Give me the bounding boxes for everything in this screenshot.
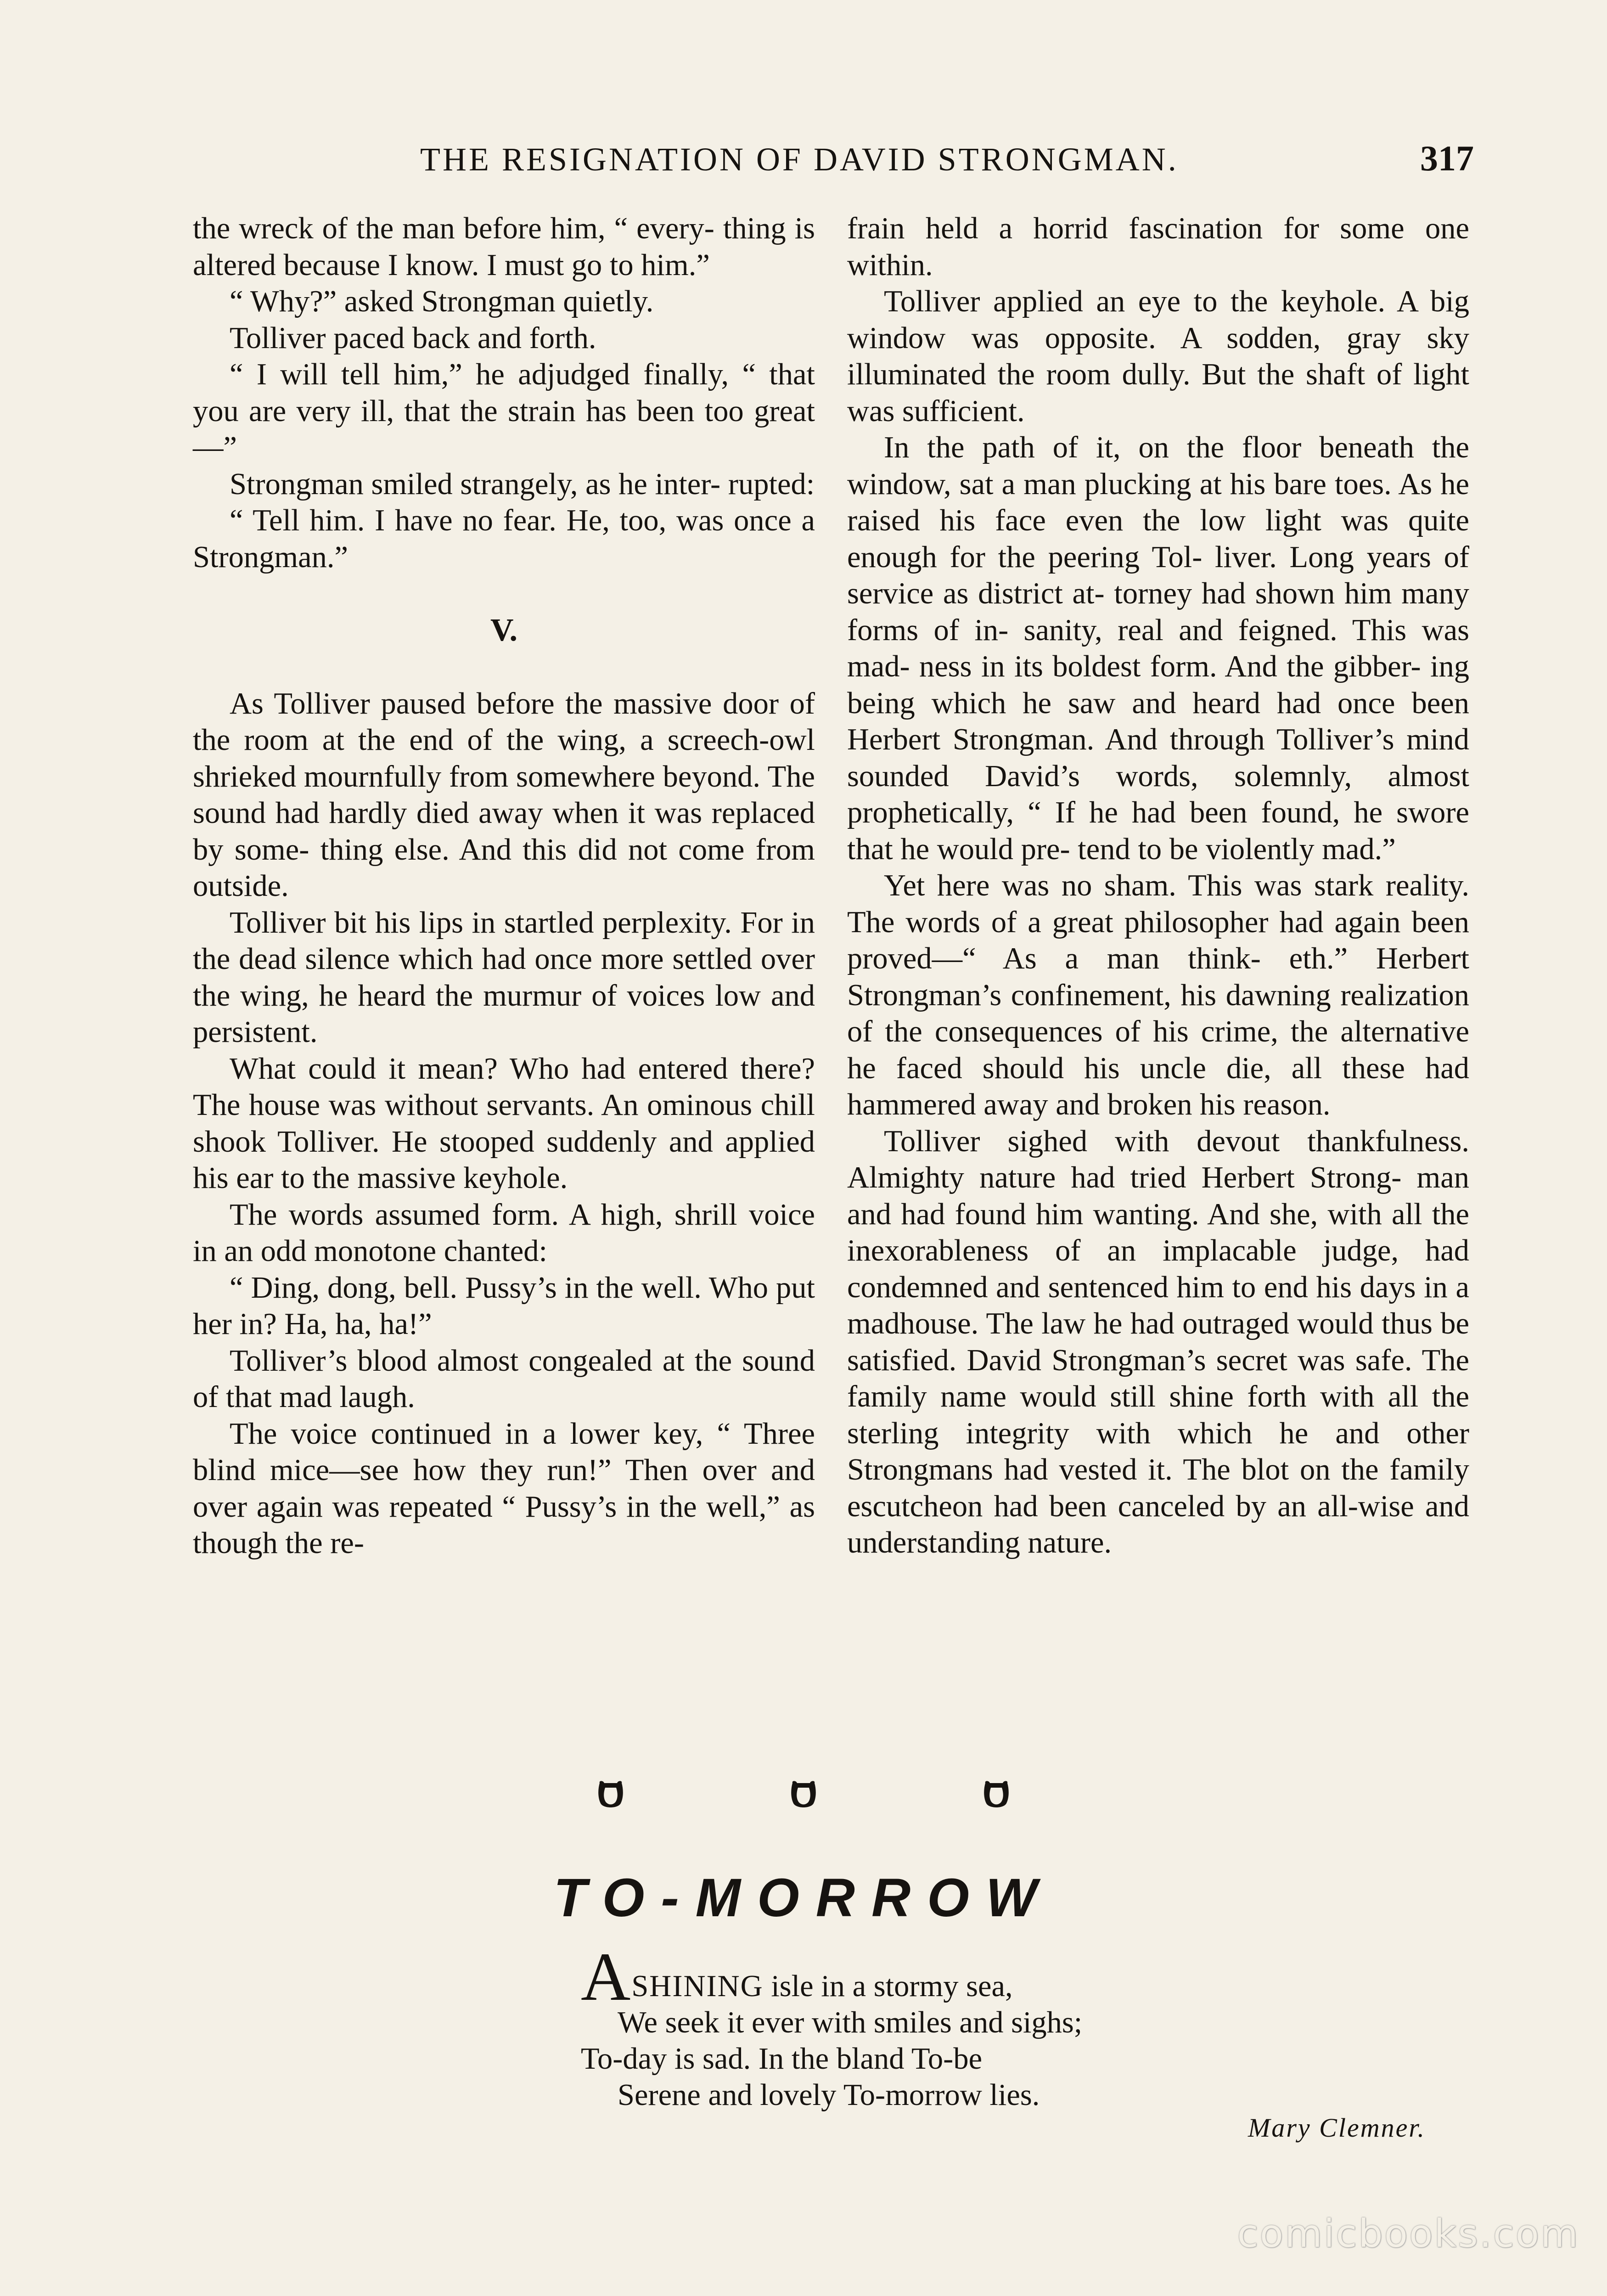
paragraph: “ I will tell him,” he adjudged finally, “ that you are very ill, that the strain has been too great—”: [193, 358, 815, 464]
running-head: THE RESIGNATION OF DAVID STRONGMAN.: [420, 141, 1179, 178]
paragraph: The voice continued in a lower key, “ Three blind mice—see how they run!” Then over and over again was repeated “ Pussy’s in the well,” as though the re-: [193, 1417, 815, 1560]
right-column: [847, 210, 1469, 1561]
ornament-icon: [597, 1779, 624, 1812]
paragraph: As Tolliver paused before the massive door of the room at the end of the wing, a screech-owl shrieked mournfully from somewhere beyond. The sound had hardly died away when it was replaced by some- thing else. And this did not come from outside.: [193, 687, 815, 903]
drop-cap: A: [581, 1939, 631, 2015]
paragraph: frain held a horrid fascination for some one within.: [847, 212, 1469, 282]
poem-line: To-day is sad. In the bland To-be: [581, 2042, 983, 2076]
poem: [581, 1939, 1270, 2113]
paragraph: “ Ding, dong, bell. Pussy’s in the well. Who put her in? Ha, ha, ha!”: [193, 1271, 815, 1341]
page-number: 317: [1420, 138, 1474, 178]
paragraph: The words assumed form. A high, shrill voice in an odd monotone chanted:: [193, 1198, 815, 1268]
paragraph: What could it mean? Who had entered there? The house was without servants. An ominous chill shook Tolliver. He stooped suddenly and applied his ear to the massive keyhole.: [193, 1052, 815, 1195]
poem-line-text: isle in a stormy sea,: [763, 1970, 1013, 2003]
paragraph: Tolliver paced back and forth.: [230, 321, 596, 355]
paragraph: the wreck of the man before him, “ every- thing is altered because I know. I must go to him.”: [193, 212, 815, 282]
poem-line: [581, 1939, 1270, 2015]
ornament-icon: [790, 1779, 817, 1812]
section-heading: V.: [490, 613, 518, 648]
left-column: [193, 210, 815, 1562]
paragraph: “ Tell him. I have no fear. He, too, was once a Strongman.”: [193, 504, 815, 574]
poem-line: We seek it ever with smiles and sighs;: [618, 2006, 1083, 2039]
poem-author: Mary Clemner.: [1248, 2113, 1426, 2143]
paragraph: Strongman smiled strangely, as he inter- rupted:: [230, 467, 815, 501]
page-header: [420, 138, 1474, 193]
poem-line: Serene and lovely To-morrow lies.: [618, 2078, 1040, 2112]
section-ornaments: [597, 1779, 1010, 1812]
paragraph: Tolliver sighed with devout thankfulness. Almighty nature had tried Herbert Strong- man and had found him wanting. And she, with all the inexorableness of an implacable judge, had condemned and sentenced him to end his days in a madhouse. The law he had outraged would thus be satisfied. David Strongman’s secret was safe. The family name would still shine forth with all the sterling integrity with which he and other Strongmans had vested it. The blot on the family escutcheon had been canceled by an all-wise and understanding nature.: [847, 1124, 1469, 1559]
paragraph: Yet here was no sham. This was stark reality. The words of a great philosopher had again been proved—“ As a man think- eth.” Herbert Strongman’s confinement, his dawning realization of the consequences of his crime, the alternative he faced should his uncle die, all these had hammered away and broken his reason.: [847, 869, 1469, 1121]
ornament-icon: [983, 1779, 1010, 1812]
poem-first-word: SHINING: [631, 1970, 764, 2003]
paragraph: Tolliver applied an eye to the keyhole. A big window was opposite. A sodden, gray sky illuminated the room dully. But the shaft of light was sufficient.: [847, 285, 1469, 428]
paragraph: In the path of it, on the floor beneath the window, sat a man plucking at his bare toes. As he raised his face even the low light was quite enough for the peering Tol- liver. Long years of service as district at- torney had shown him many forms of in- sanity, real and feigned. This was mad- ness in its boldest form. And the gibber- ing being which he saw and heard had once been Herbert Strongman. And through Tolliver’s mind sounded David’s words, solemnly, almost prophetically, “ If he had been found, he swore that he would pre- tend to be violently mad.”: [847, 431, 1469, 866]
poem-title: TO-MORROW: [553, 1868, 1054, 1928]
paragraph: Tolliver bit his lips in startled perplexity. For in the dead silence which had once more settled over the wing, he heard the murmur of voices low and persistent.: [193, 906, 815, 1049]
site-watermark: comicbooks.com: [1237, 2211, 1579, 2256]
paragraph: “ Why?” asked Strongman quietly.: [230, 285, 654, 318]
paragraph: Tolliver’s blood almost congealed at the sound of that mad laugh.: [193, 1344, 815, 1414]
